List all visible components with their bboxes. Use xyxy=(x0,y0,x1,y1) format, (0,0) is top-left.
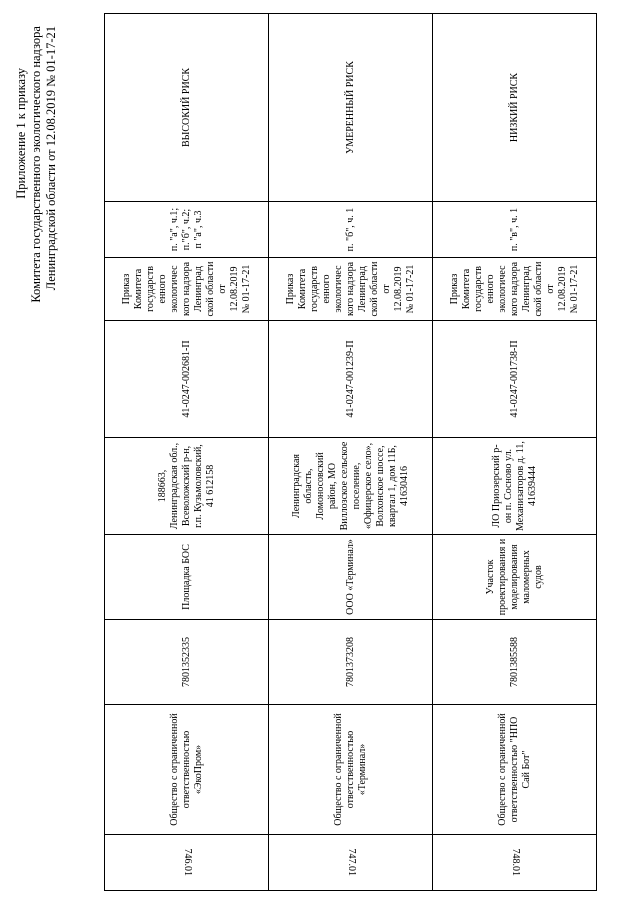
risk-category-cell: УМЕРЕННЫЙ РИСК xyxy=(269,14,433,202)
organization-cell: Общество с ограниченной ответственностью "НПО Сай Бот" xyxy=(433,705,597,835)
object-cell: ООО «Терминал» xyxy=(269,535,433,620)
order-cell: Приказ Комитета государств енного экологичес кого надзора Ленинград ской области от 12.08.2019 № 01-17-21 xyxy=(105,258,269,321)
row-number: 748.01 xyxy=(509,848,521,877)
criteria-cell: п. "в", ч. 1 xyxy=(433,202,597,258)
table-row xyxy=(105,14,269,891)
order-cell: Приказ Комитета государств енного экологичес кого надзора Ленинград ской области от 12.08.2019 № 01-17-21 xyxy=(433,258,597,321)
risk-category-cell: НИЗКИЙ РИСК xyxy=(433,14,597,202)
object-code-cell: 41-0247-001239-П xyxy=(269,321,433,438)
object-code-cell: 41-0247-002681-П xyxy=(105,321,269,438)
object-code-cell: 41-0247-001738-П xyxy=(433,321,597,438)
order-cell: Приказ Комитета государств енного экологичес кого надзора Ленинград ской области от 12.08.2019 № 01-17-21 xyxy=(269,258,433,321)
address-cell: ЛО Приозерский р-он п. Сосново ул. Механизаторов д. 11, 41639444 xyxy=(433,438,597,535)
address-cell: Ленинградская область, Ломоносовский район, МО Виллозское сельское поселение, «Офицерское село», Волхонское шоссе, квартал 1, дом 11Б, 41630416 xyxy=(269,438,433,535)
registry-table xyxy=(104,13,597,891)
header-line-1: Приложение 1 к приказу xyxy=(14,68,28,199)
address-cell: 188663, Ленинградская обл., Всеволожский р-н, г.п. Кузьмоловский, 41 612158 xyxy=(105,438,269,535)
organization-cell: Общество с ограниченной ответственностью «Терминал» xyxy=(269,705,433,835)
row-number: 746.01 xyxy=(181,848,193,877)
row-number-cell xyxy=(433,835,597,891)
document-header xyxy=(14,0,59,905)
risk-category-cell: ВЫСОКИЙ РИСК xyxy=(105,14,269,202)
inn-cell: 7801352335 xyxy=(105,620,269,705)
criteria-cell: п. "а", ч.1; п."б", ч.2; п "а", ч.3 xyxy=(105,202,269,258)
object-cell: Участок проектирования и моделирования маломерных судов xyxy=(433,535,597,620)
row-number: 747.01 xyxy=(345,848,357,877)
row-number-cell xyxy=(269,835,433,891)
table-row xyxy=(269,14,433,891)
table-row xyxy=(433,14,597,891)
criteria-cell: п. "б", ч. 1 xyxy=(269,202,433,258)
inn-cell: 7801385588 xyxy=(433,620,597,705)
object-cell: Площадка БОС xyxy=(105,535,269,620)
header-line-3: Ленинградской области от 12.08.2019 № 01-17-21 xyxy=(44,26,58,291)
organization-cell: Общество с ограниченной ответственностью «ЭкоПром» xyxy=(105,705,269,835)
header-line-2: Комитета государственного экологического надзора xyxy=(29,26,43,303)
row-number-cell xyxy=(105,835,269,891)
inn-cell: 7801373208 xyxy=(269,620,433,705)
